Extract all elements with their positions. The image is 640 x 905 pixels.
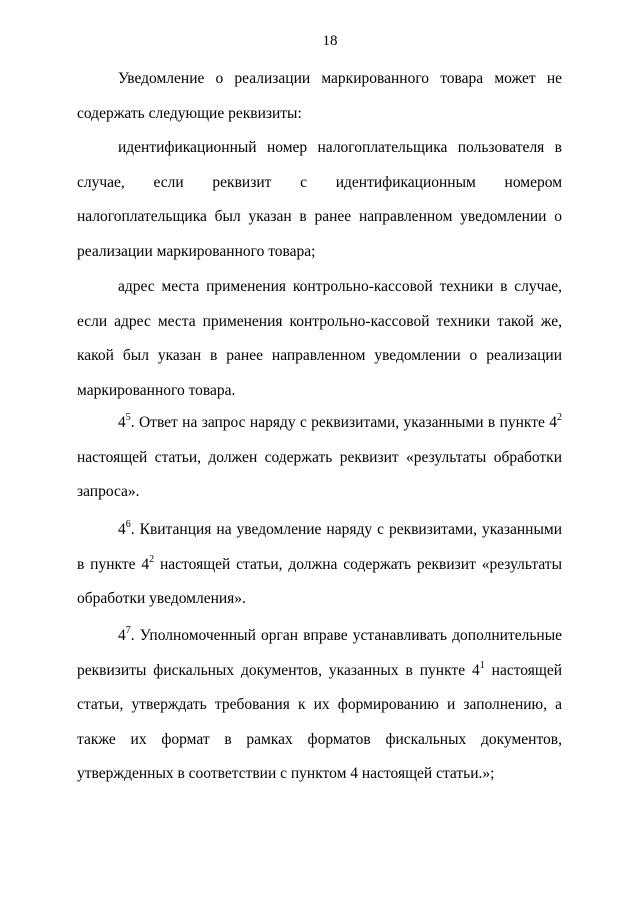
- paragraph-text-part: настоящей статьи, утверждать требования к их формированию и заполнению, а также их формат в рамках форматов фискальных документов, утвержденных в соответствии с пунктом 4 настоящей статьи.»;: [77, 661, 562, 783]
- item-number: 4: [118, 521, 126, 538]
- item-number-superscript: 6: [125, 519, 131, 530]
- paragraph-text-part: . Ответ на запрос наряду с реквизитами, указанными в пункте 4: [130, 414, 557, 431]
- paragraph-item-4-5: [77, 406, 562, 510]
- reference-superscript: 2: [149, 553, 155, 565]
- page-number: 18: [322, 33, 338, 49]
- reference-superscript: 2: [557, 412, 562, 423]
- reference-superscript: 1: [479, 659, 485, 671]
- item-number-superscript: 7: [125, 625, 131, 636]
- paragraph-text-part: настоящей статьи, должна содержать реквизит «результаты обработки уведомления».: [77, 555, 562, 608]
- item-number: 4: [118, 414, 126, 431]
- paragraph-text-part: . Уполномоченный орган вправе устанавливать дополнительные реквизиты фискальных документов, указанных в пункте 4: [77, 627, 562, 679]
- item-number-superscript: 5: [125, 412, 131, 423]
- paragraph-cash-register-address: адрес места применения контрольно-кассовой техники в случае, если адрес места применения контрольно-кассовой техники такой же, какой был указан в ранее направленном уведомлении о реализации маркированного товара.: [77, 278, 562, 399]
- paragraph-text-part: настоящей статьи, должен содержать реквизит «результаты обработки запроса».: [77, 448, 562, 501]
- paragraph-item-4-7: [77, 619, 562, 792]
- paragraph-notification-optional-details: Уведомление о реализации маркированного товара может не содержать следующие реквизиты:: [77, 70, 562, 122]
- paragraph-text-part: . Квитанция на уведомление наряду с реквизитами, указанными в пункте 4: [77, 521, 562, 573]
- paragraph-item-4-6: [77, 513, 562, 617]
- paragraph-taxpayer-id: идентификационный номер налогоплательщика пользователя в случае, если реквизит с идентификационным номером налогоплательщика был указан в ранее направленном уведомлении о реализации маркированного товара;: [77, 139, 562, 260]
- item-number: 4: [118, 627, 126, 644]
